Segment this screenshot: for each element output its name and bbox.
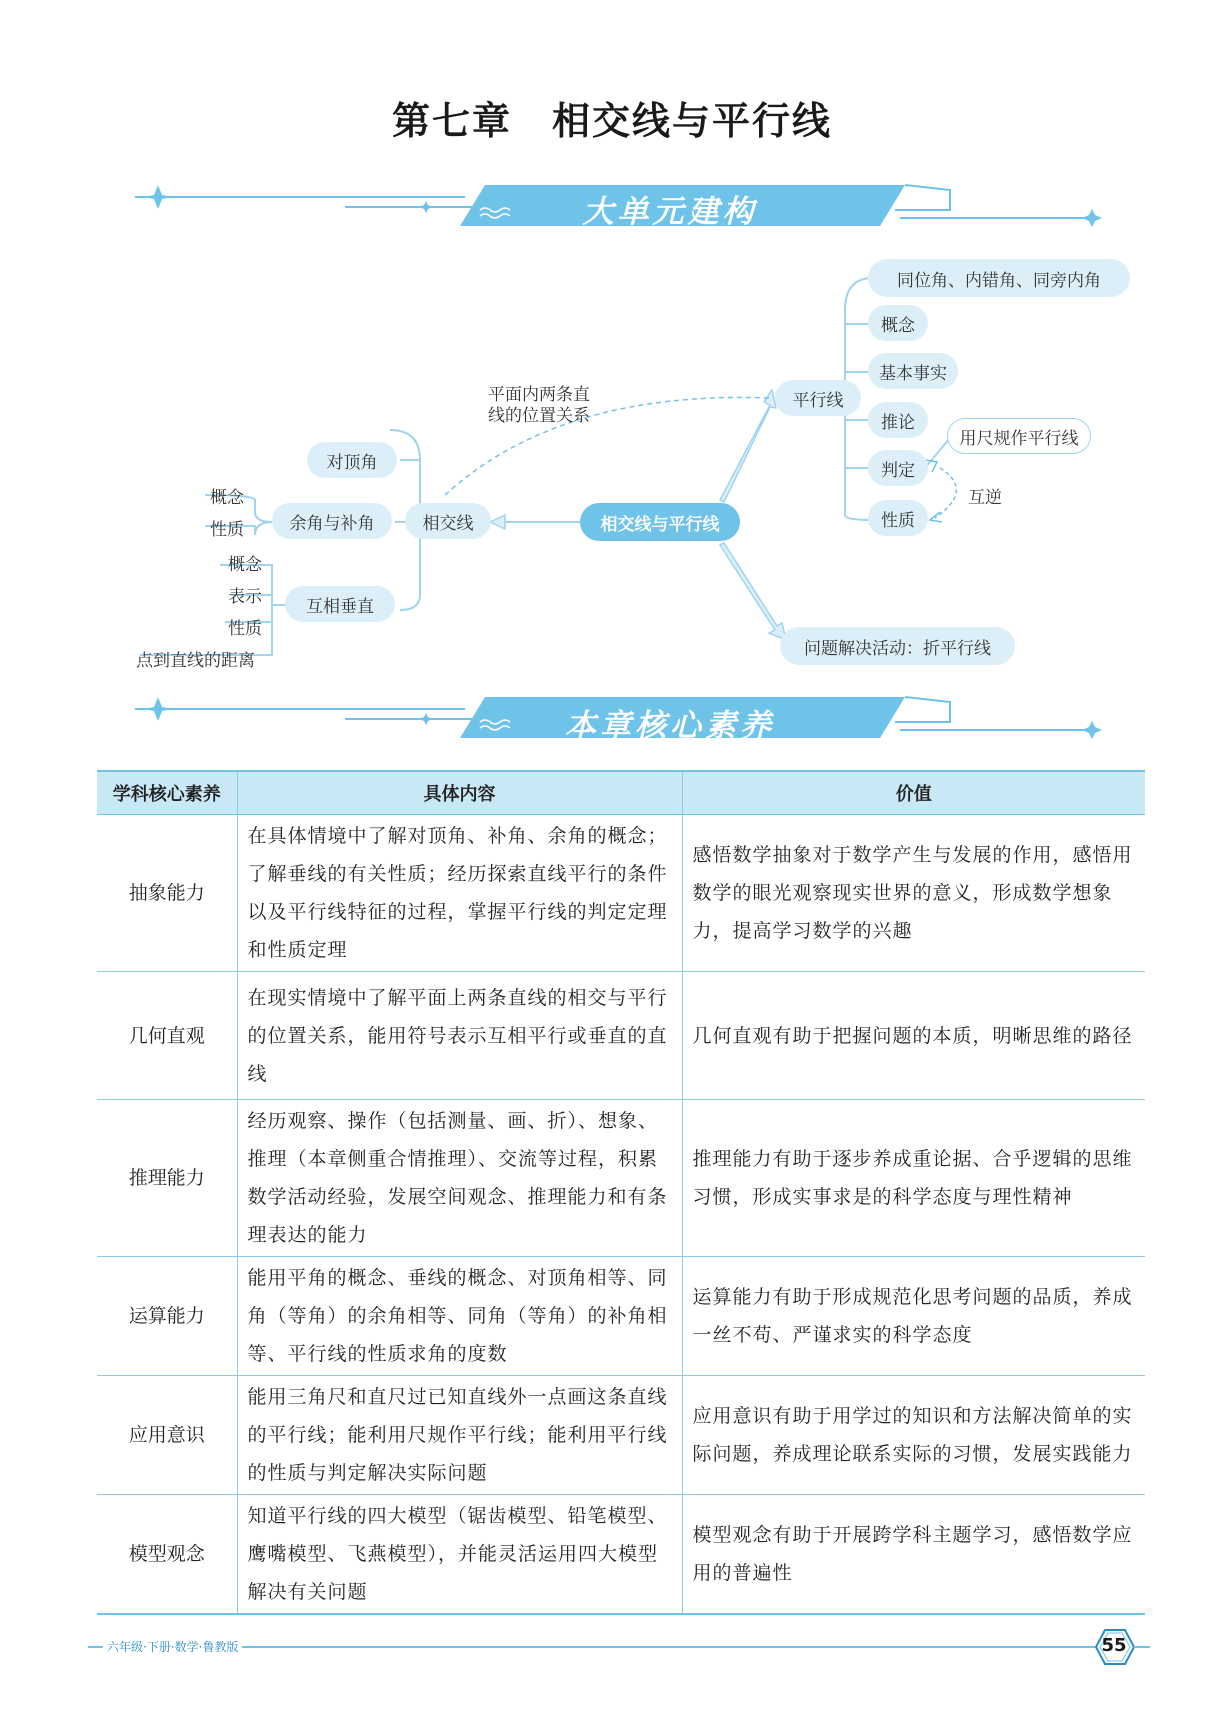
header-content: 具体内容 (237, 771, 682, 815)
core-literacy-table (97, 770, 1145, 1615)
cell-value: 几何直观有助于把握问题的本质，明晰思维的路径 (682, 972, 1145, 1100)
banner-title-structure: 大单元建构 (582, 194, 758, 230)
node-corollary: 推论 (868, 402, 928, 438)
cell-value: 模型观念有助于开展跨学科主题学习，感悟数学应用的普遍性 (682, 1495, 1145, 1615)
cell-content: 在具体情境中了解对顶角、补角、余角的概念；了解垂线的有关性质；经历探索直线平行的条件以及平行线特征的过程，掌握平行线的判定定理和性质定理 (237, 815, 682, 972)
cell-literacy: 模型观念 (97, 1495, 237, 1615)
node-problem-activity: 问题解决活动：折平行线 (780, 627, 1015, 665)
cell-literacy: 几何直观 (97, 972, 237, 1100)
cell-value: 感悟数学抽象对于数学产生与发展的作用，感悟用数学的眼光观察现实世界的意义，形成数学想象力，提高学习数学的兴趣 (682, 815, 1145, 972)
cell-value: 运算能力有助于形成规范化思考问题的品质，养成一丝不苟、严谨求实的科学态度 (682, 1257, 1145, 1376)
cell-content: 能用平角的概念、垂线的概念、对顶角相等、同角（等角）的余角相等、同角（等角）的补角相等、平行线的性质求角的度数 (237, 1257, 682, 1376)
table-row (97, 1495, 1145, 1615)
cell-content: 经历观察、操作（包括测量、画、折）、想象、推理（本章侧重合情推理）、交流等过程，积累数学活动经验，发展空间观念、推理能力和有条理表达的能力 (237, 1100, 682, 1257)
label-inverse: 互逆 (968, 488, 1002, 508)
node-vertical-angles: 对顶角 (307, 442, 397, 478)
node-basic-fact: 基本事实 (868, 353, 958, 389)
leaf-perp-concept: 概念 (228, 555, 262, 575)
node-perpendicular: 互相垂直 (285, 586, 395, 622)
cell-literacy: 应用意识 (97, 1376, 237, 1495)
node-parallel-lines: 平行线 (775, 380, 861, 416)
chapter-title: 第七章 相交线与平行线 (391, 99, 832, 143)
mind-map-connectors (0, 250, 1224, 680)
cell-value: 应用意识有助于用学过的知识和方法解决简单的实际问题，养成理论联系实际的习惯，发展实践能力 (682, 1376, 1145, 1495)
node-parallel-concept: 概念 (868, 305, 928, 341)
page-number: 55 (1101, 1635, 1127, 1656)
cell-literacy: 抽象能力 (97, 815, 237, 972)
cell-content: 知道平行线的四大模型（锯齿模型、铅笔模型、鹰嘴模型、飞燕模型），并能灵活运用四大模型解决有关问题 (237, 1495, 682, 1615)
table-row (97, 972, 1145, 1100)
banner-title-core-literacy: 本章核心素养 (565, 708, 775, 744)
cell-content: 在现实情境中了解平面上两条直线的相交与平行的位置关系，能用符号表示互相平行或垂直的直线 (237, 972, 682, 1100)
table-header-row (97, 771, 1145, 815)
node-criteria: 判定 (868, 450, 928, 486)
table-row (97, 815, 1145, 972)
table-row (97, 1376, 1145, 1495)
node-intersecting-lines: 相交线 (405, 503, 491, 539)
table-row (97, 1257, 1145, 1376)
header-literacy: 学科核心素养 (97, 771, 237, 815)
table-row (97, 1100, 1145, 1257)
leaf-point-line-distance: 点到直线的距离 (136, 651, 255, 671)
header-value: 价值 (682, 771, 1145, 815)
cell-value: 推理能力有助于逐步养成重论据、合乎逻辑的思维习惯，形成实事求是的科学态度与理性精神 (682, 1100, 1145, 1257)
node-corresponding-angles: 同位角、内错角、同旁内角 (868, 259, 1130, 297)
cell-literacy: 运算能力 (97, 1257, 237, 1376)
relation-note: 平面内两条直 线的位置关系 (488, 385, 590, 426)
node-ruler-compass: 用尺规作平行线 (947, 418, 1091, 454)
footer-book-info: 六年级·下册·数学·鲁教版 (103, 1638, 242, 1655)
node-complement-supplement: 余角与补角 (272, 503, 392, 539)
cell-content: 能用三角尺和直尺过已知直线外一点画这条直线的平行线；能利用尺规作平行线；能利用平行线的性质与判定解决实际问题 (237, 1376, 682, 1495)
mindmap-center-node: 相交线与平行线 (580, 503, 740, 541)
cell-literacy: 推理能力 (97, 1100, 237, 1257)
leaf-perp-property: 性质 (228, 619, 262, 639)
leaf-perp-notation: 表示 (228, 587, 262, 607)
leaf-complement-property: 性质 (210, 520, 244, 540)
node-properties: 性质 (868, 500, 928, 536)
leaf-complement-concept: 概念 (210, 488, 244, 508)
